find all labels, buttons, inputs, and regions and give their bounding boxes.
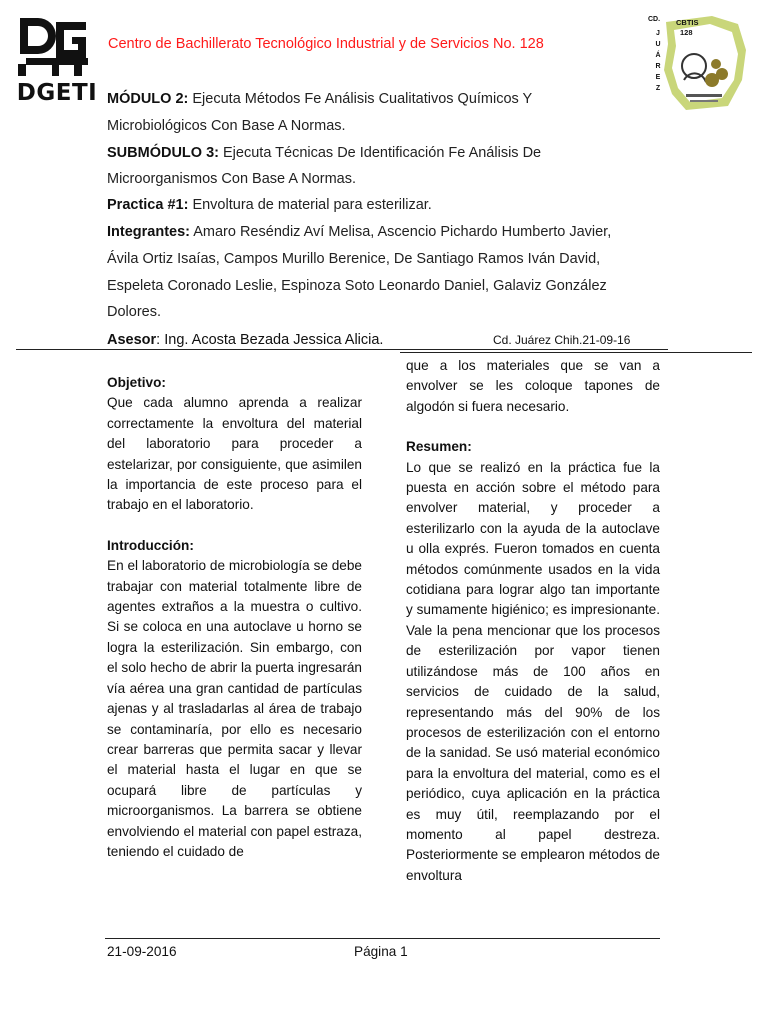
header-divider-right [400, 352, 752, 353]
submodulo-line-1 [107, 145, 541, 161]
modulo-label: MÓDULO 2: [107, 91, 189, 107]
objetivo-text: Que cada alumno aprenda a realizar correctamente la envoltura del material del laboratorio para proceder a estelarizar, por consiguiente, que asimilen la importancia de este proceso para el trabajo en el laboratorio. [107, 395, 362, 513]
practica-text: Envoltura de material para esterilizar. [188, 197, 432, 213]
cbtis-name: CBTIS [676, 18, 699, 27]
asesor-text: : Ing. Acosta Bezada Jessica Alicia. [156, 332, 384, 348]
submodulo-text-1: Ejecuta Técnicas De Identificación Fe Análisis De [218, 145, 542, 161]
integrantes-line-2: Ávila Ortiz Isaías, Campos Murillo Berenice, De Santiago Ramos Iván David, [107, 251, 601, 267]
integrantes-label: Integrantes: [107, 224, 190, 240]
objetivo-heading: Objetivo: [107, 375, 166, 390]
submodulo-label: SUBMÓDULO 3: [107, 145, 219, 161]
modulo-text-1: Ejecuta Métodos Fe Análisis Cualitativos Químicos Y [188, 91, 533, 107]
right-column [406, 356, 660, 886]
integrantes-line-3: Espeleta Coronado Leslie, Espinoza Soto Leonardo Daniel, Galaviz González [107, 278, 607, 294]
header-divider-left [16, 349, 668, 350]
dgeti-logo [12, 12, 98, 110]
practica-label: Practica #1: [107, 197, 189, 213]
resumen-heading: Resumen: [406, 439, 472, 455]
school-name: Centro de Bachillerato Tecnológico Industrial y de Servicios No. 128 [108, 36, 544, 52]
dgeti-logo-text: DGETI [16, 80, 98, 106]
introduccion-continued: que a los materiales que se van a envolver se les coloque tapones de algodón si fuera necesario. [406, 358, 660, 414]
integrantes-line-1 [107, 224, 611, 240]
submodulo-line-2: Microorganismos Con Base A Normas. [107, 171, 357, 187]
asesor-line [107, 332, 383, 348]
introduccion-text: En el laboratorio de microbiología se debe trabajar con material totalmente libre de agentes extraños a la muestra o cultivo. Si se coloca en una autoclave u horno se logra la esterilización. Sin embargo, con el solo hecho de abrir la puerta ingresarán vía aérea una gran cantidad de partículas ajenas y al trasladarlas al área de trabajo se contaminaría, por ello es necesario crear barreras que permita sacar y llevar el material hasta el lugar en que se ocupará libre de partículas y microorganismos. La barrera se obtiene envolviendo el material con papel estraza, teniendo el cuidado de [107, 558, 362, 859]
dgeti-mark-icon [16, 12, 96, 78]
cbtis-cd-label: CD. [648, 16, 661, 23]
integrantes-text-1: Amaro Reséndiz Aví Melisa, Ascencio Pichardo Humberto Javier, [190, 224, 612, 240]
place-date: Cd. Juárez Chih.21-09-16 [493, 333, 631, 347]
cbtis-number: 128 [680, 28, 693, 37]
footer-divider [105, 938, 660, 939]
cbtis-city-vertical: J U Á R E Z [655, 30, 661, 92]
left-column [107, 373, 362, 862]
asesor-label: Asesor [107, 332, 157, 348]
cbtis-logo [646, 10, 754, 114]
modulo-line-2: Microbiológicos Con Base A Normas. [107, 118, 346, 134]
introduccion-heading: Introducción: [107, 537, 194, 553]
resumen-text: Lo que se realizó en la práctica fue la puesta en acción sobre el método para envolver material, y proceder a esterilizarlo con la ayuda de la autoclave u olla exprés. Fueron tomados en cuenta métodos comúnmente usados en la vida cotidiana para lograr algo tan importante y sumamente higiénico; es impresionante. Vale la pena mencionar que los procesos de esterilización por vapor tienen utilizándose más de 100 años en servicios de cuidado de la salud, representando más del 90% de los procesos de esterilización con el entorno de la sanidad. Se usó material económico para la envoltura del material, como es el periódico, cuya aplicación en la práctica es muy útil, reemplazando por el momento al papel destreza. Posteriormente se emplearon métodos de envoltura [406, 459, 660, 883]
practica-line [107, 197, 432, 213]
footer-date: 21-09-2016 [107, 944, 177, 959]
cbtis-emblem-icon [646, 10, 754, 114]
integrantes-line-4: Dolores. [107, 304, 161, 320]
modulo-line-1 [107, 91, 532, 107]
page-number: Página 1 [354, 944, 408, 959]
